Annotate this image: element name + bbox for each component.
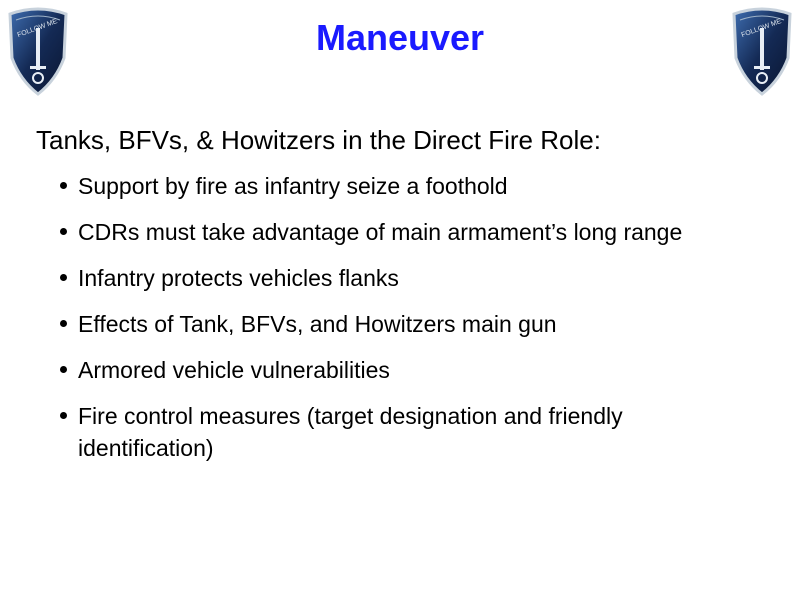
bullet-item <box>62 308 752 340</box>
bullet-item <box>62 216 752 248</box>
bullet-item <box>62 262 752 294</box>
badge-motto: FOLLOW ME <box>740 18 783 40</box>
bullet-text: CDRs must take advantage of main armament’s long range <box>78 219 683 245</box>
slide-title: Maneuver <box>315 17 485 58</box>
bullet-item <box>62 400 752 464</box>
bullet-text: Support by fire as infantry seize a foothold <box>78 173 508 199</box>
bullet-text: Infantry protects vehicles flanks <box>78 265 399 291</box>
bullet-dot-icon <box>60 274 67 281</box>
bullet-dot-icon <box>60 182 67 189</box>
bullet-item <box>62 170 752 202</box>
bullet-dot-icon <box>60 366 67 373</box>
bullet-text: Armored vehicle vulnerabilities <box>78 357 390 383</box>
bullet-text: Fire control measures (target designation and friendly identification) <box>78 403 623 461</box>
bullet-dot-icon <box>60 412 67 419</box>
badge-motto: FOLLOW ME <box>16 18 59 40</box>
bullet-dot-icon <box>60 228 67 235</box>
bullet-text: Effects of Tank, BFVs, and Howitzers main gun <box>78 311 557 337</box>
bullet-list <box>62 170 752 478</box>
bullet-item <box>62 354 752 386</box>
section-heading: Tanks, BFVs, & Howitzers in the Direct Fire Role: <box>36 125 601 155</box>
bullet-dot-icon <box>60 320 67 327</box>
